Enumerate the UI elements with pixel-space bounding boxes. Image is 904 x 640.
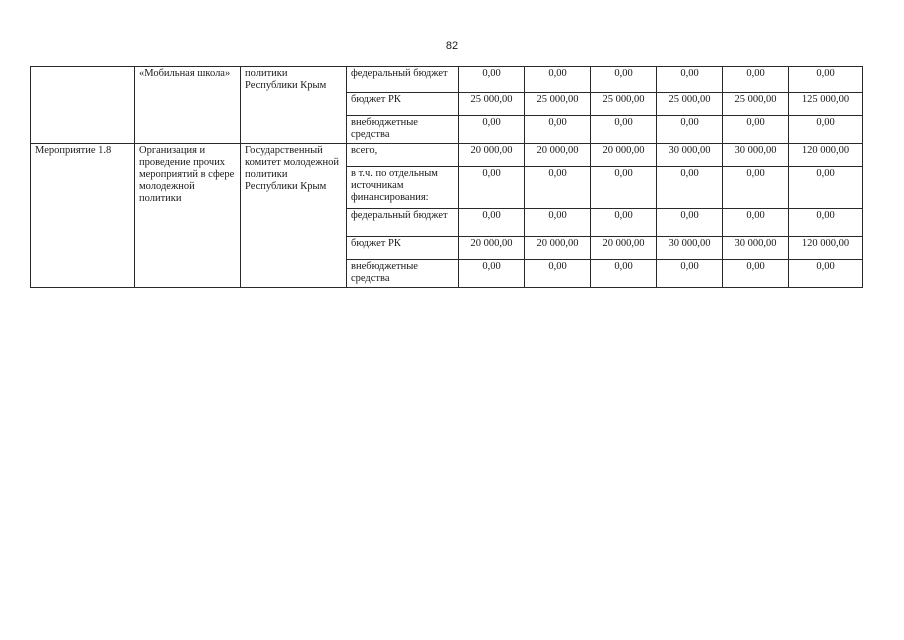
amount-cell: 0,00 (591, 260, 657, 288)
amount-cell: 0,00 (657, 209, 723, 237)
amount-cell: 0,00 (657, 116, 723, 144)
amount-cell: 0,00 (789, 116, 863, 144)
amount-cell: 125 000,00 (789, 93, 863, 116)
amount-cell: 0,00 (723, 116, 789, 144)
amount-cell: 30 000,00 (723, 237, 789, 260)
amount-cell: 0,00 (789, 260, 863, 288)
event-label-cell (31, 67, 135, 144)
amount-cell: 30 000,00 (657, 237, 723, 260)
amount-cell: 20 000,00 (591, 144, 657, 167)
amount-cell: 0,00 (459, 260, 525, 288)
amount-cell: 0,00 (525, 116, 591, 144)
amount-cell: 120 000,00 (789, 144, 863, 167)
amount-cell: 0,00 (525, 67, 591, 93)
amount-cell: 0,00 (657, 260, 723, 288)
amount-cell: 0,00 (723, 167, 789, 209)
amount-cell: 0,00 (459, 167, 525, 209)
table-row (31, 67, 863, 93)
amount-cell: 0,00 (723, 209, 789, 237)
amount-cell: 0,00 (723, 67, 789, 93)
table-row (31, 144, 863, 167)
executor-cell: политики Республики Крым (241, 67, 347, 144)
amount-cell: 0,00 (525, 260, 591, 288)
amount-cell: 0,00 (789, 167, 863, 209)
amount-cell: 25 000,00 (657, 93, 723, 116)
amount-cell: 25 000,00 (525, 93, 591, 116)
amount-cell: 0,00 (591, 209, 657, 237)
amount-cell: 0,00 (591, 167, 657, 209)
budget-table (30, 66, 863, 288)
amount-cell: 30 000,00 (657, 144, 723, 167)
amount-cell: 0,00 (525, 167, 591, 209)
amount-cell: 0,00 (657, 67, 723, 93)
funding-source-cell: в т.ч. по отдельным источникам финансирования: (347, 167, 459, 209)
amount-cell: 0,00 (459, 67, 525, 93)
amount-cell: 120 000,00 (789, 237, 863, 260)
amount-cell: 0,00 (789, 67, 863, 93)
page-number: 82 (445, 40, 459, 52)
funding-source-cell: бюджет РК (347, 93, 459, 116)
funding-source-cell: федеральный бюджет (347, 209, 459, 237)
funding-source-cell: всего, (347, 144, 459, 167)
amount-cell: 20 000,00 (459, 144, 525, 167)
amount-cell: 20 000,00 (591, 237, 657, 260)
amount-cell: 0,00 (591, 67, 657, 93)
amount-cell: 25 000,00 (591, 93, 657, 116)
event-label-cell: Мероприятие 1.8 (31, 144, 135, 288)
amount-cell: 0,00 (459, 116, 525, 144)
amount-cell: 0,00 (723, 260, 789, 288)
funding-source-cell: внебюджетные средства (347, 116, 459, 144)
event-name-cell: Организация и проведение прочих мероприятий в сфере молодежной политики (135, 144, 241, 288)
budget-table-body (31, 67, 863, 288)
funding-source-cell: внебюджетные средства (347, 260, 459, 288)
amount-cell: 0,00 (657, 167, 723, 209)
amount-cell: 30 000,00 (723, 144, 789, 167)
amount-cell: 25 000,00 (723, 93, 789, 116)
amount-cell: 20 000,00 (525, 144, 591, 167)
amount-cell: 0,00 (525, 209, 591, 237)
executor-cell: Государственный комитет молодежной политики Республики Крым (241, 144, 347, 288)
amount-cell: 0,00 (789, 209, 863, 237)
amount-cell: 25 000,00 (459, 93, 525, 116)
event-name-cell: «Мобильная школа» (135, 67, 241, 144)
funding-source-cell: федеральный бюджет (347, 67, 459, 93)
amount-cell: 0,00 (591, 116, 657, 144)
amount-cell: 20 000,00 (525, 237, 591, 260)
amount-cell: 20 000,00 (459, 237, 525, 260)
amount-cell: 0,00 (459, 209, 525, 237)
funding-source-cell: бюджет РК (347, 237, 459, 260)
